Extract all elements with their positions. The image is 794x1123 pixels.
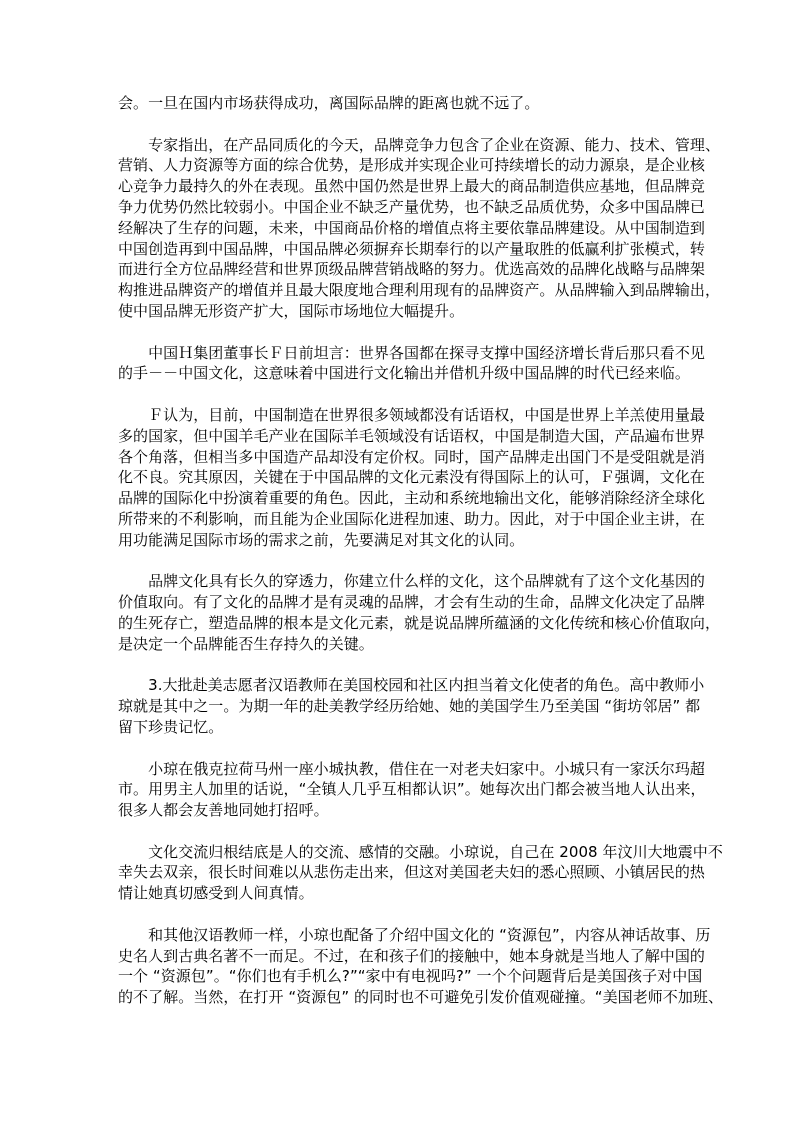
text-line: Ｆ认为，目前，中国制造在世界很多领域都没有话语权，中国是世界上羊羔使用量最 — [118, 405, 705, 424]
paragraph — [118, 925, 724, 1008]
text-line: 心竞争力最持久的外在表现。虽然中国仍然是世界上最大的商品制造供应基地，但品牌竞 — [118, 177, 705, 196]
text-line: 争力优势仍然比较弱小。中国企业不缺乏产量优势，也不缺乏品质优势，众多中国品牌已 — [118, 197, 705, 216]
text-line: 的手－－中国文化，这意味着中国进行文化输出并借机升级中国品牌的时代已经来临。 — [118, 364, 690, 383]
text-line: 市。用男主人加里的话说，“全镇人几乎互相都认识”。她每次出门都会被当地人认出来， — [118, 780, 706, 799]
text-line: 构推进品牌资产的增值并且最大限度地合理利用现有的品牌资产。从品牌输入到品牌输出， — [118, 281, 721, 300]
text-line: 文化交流归根结底是人的交流、感情的交融。小琼说，自己在 2008 年汶川大地震中不 — [118, 842, 723, 861]
text-line: 中国Ｈ集团董事长Ｆ日前坦言：世界各国都在探寻支撑中国经济增长背后那只看不见 — [118, 343, 705, 362]
paragraph — [118, 343, 705, 385]
text-line: 一个 “资源包”。“你们也有手机么?”“家中有电视吗?” 一个个问题背后是美国孩子对中国 — [118, 967, 703, 986]
text-line: 的生死存亡，塑造品牌的根本是文化元素，就是说品牌所蕴涵的文化传统和核心价值取向， — [118, 613, 721, 632]
text-line: 会。一旦在国内市场获得成功，离国际品牌的距离也就不远了。 — [118, 94, 540, 112]
document-page — [118, 93, 724, 1029]
text-line: 中国创造再到中国品牌，中国品牌必须摒弃长期奉行的以产量取胜的低赢利扩张模式，转 — [118, 239, 705, 258]
text-line: 价值取向。有了文化的品牌才是有灵魂的品牌，才会有生动的生命，品牌文化决定了品牌 — [118, 593, 705, 612]
text-line: 品牌的国际化中扮演着重要的角色。因此，主动和系统地输出文化，能够消除经济全球化 — [118, 489, 705, 508]
text-line: 所带来的不利影响，而且能为企业国际化进程加速、助力。因此，对于中国企业主讲，在 — [118, 509, 705, 528]
text-line: 的不了解。当然，在打开 “资源包” 的同时也不可避免引发价值观碰撞。“美国老师不加班、 — [118, 988, 724, 1007]
text-line: 很多人都会友善地同她打招呼。 — [118, 801, 329, 820]
text-line: 化不良。究其原因，关键在于中国品牌的文化元素没有得国际上的认可，Ｆ强调，文化在 — [118, 468, 705, 487]
text-line: 经解决了生存的问题，未来，中国商品价格的增值点将主要依靠品牌建设。从中国制造到 — [118, 218, 705, 237]
text-line: 是决定一个品牌能否生存持久的关键。 — [118, 634, 374, 653]
paragraph — [118, 759, 706, 821]
text-line: 3.大批赴美志愿者汉语教师在美国校园和社区内担当着文化使者的角色。高中教师小 — [118, 676, 705, 695]
text-line: 和其他汉语教师一样，小琼也配备了介绍中国文化的 “资源包”，内容从神话故事、历 — [118, 925, 711, 944]
text-line: 品牌文化具有长久的穿透力，你建立什么样的文化，这个品牌就有了这个文化基因的 — [118, 572, 705, 591]
text-line: 幸失去双亲，很长时间难以从悲伤走出来，但这对美国老夫妇的悉心照顾、小镇居民的热 — [118, 863, 705, 882]
text-line: 用功能满足国际市场的需求之前，先要满足对其文化的认同。 — [118, 530, 525, 549]
text-line: 多的国家，但中国羊毛产业在国际羊毛领域没有话语权，中国是制造大国，产品遍布世界 — [118, 426, 705, 445]
paragraph — [118, 675, 705, 737]
text-line: 史名人到古典名著不一而足。不过，在和孩子们的接触中，她本身就是当地人了解中国的 — [118, 946, 705, 965]
text-line: 琼就是其中之一。为期一年的赴美教学经历给她、她的美国学生乃至美国 “街坊邻居” 都 — [118, 697, 701, 716]
paragraph — [118, 405, 705, 551]
text-line: 各个角落，但相当多中国造产品却没有定价权。同时，国产品牌走出国门不是受阻就是消 — [118, 447, 705, 466]
text-line: 留下珍贵记忆。 — [118, 717, 224, 736]
paragraph — [118, 135, 721, 322]
paragraph — [118, 842, 723, 904]
paragraph — [118, 571, 721, 654]
text-line: 使中国品牌无形资产扩大，国际市场地位大幅提升。 — [118, 301, 465, 320]
text-line: 情让她真切感受到人间真情。 — [118, 884, 314, 903]
text-line: 专家指出，在产品同质化的今天，品牌竞争力包含了企业在资源、能力、技术、管理、 — [118, 135, 721, 154]
paragraph — [118, 93, 683, 114]
text-line: 小琼在俄克拉荷马州一座小城执教，借住在一对老夫妇家中。小城只有一家沃尔玛超 — [118, 759, 705, 778]
text-line: 而进行全方位品牌经营和世界顶级品牌营销战略的努力。优选高效的品牌化战略与品牌架 — [118, 260, 705, 279]
text-line: 营销、人力资源等方面的综合优势，是形成并实现企业可持续增长的动力源泉，是企业核 — [118, 156, 705, 175]
